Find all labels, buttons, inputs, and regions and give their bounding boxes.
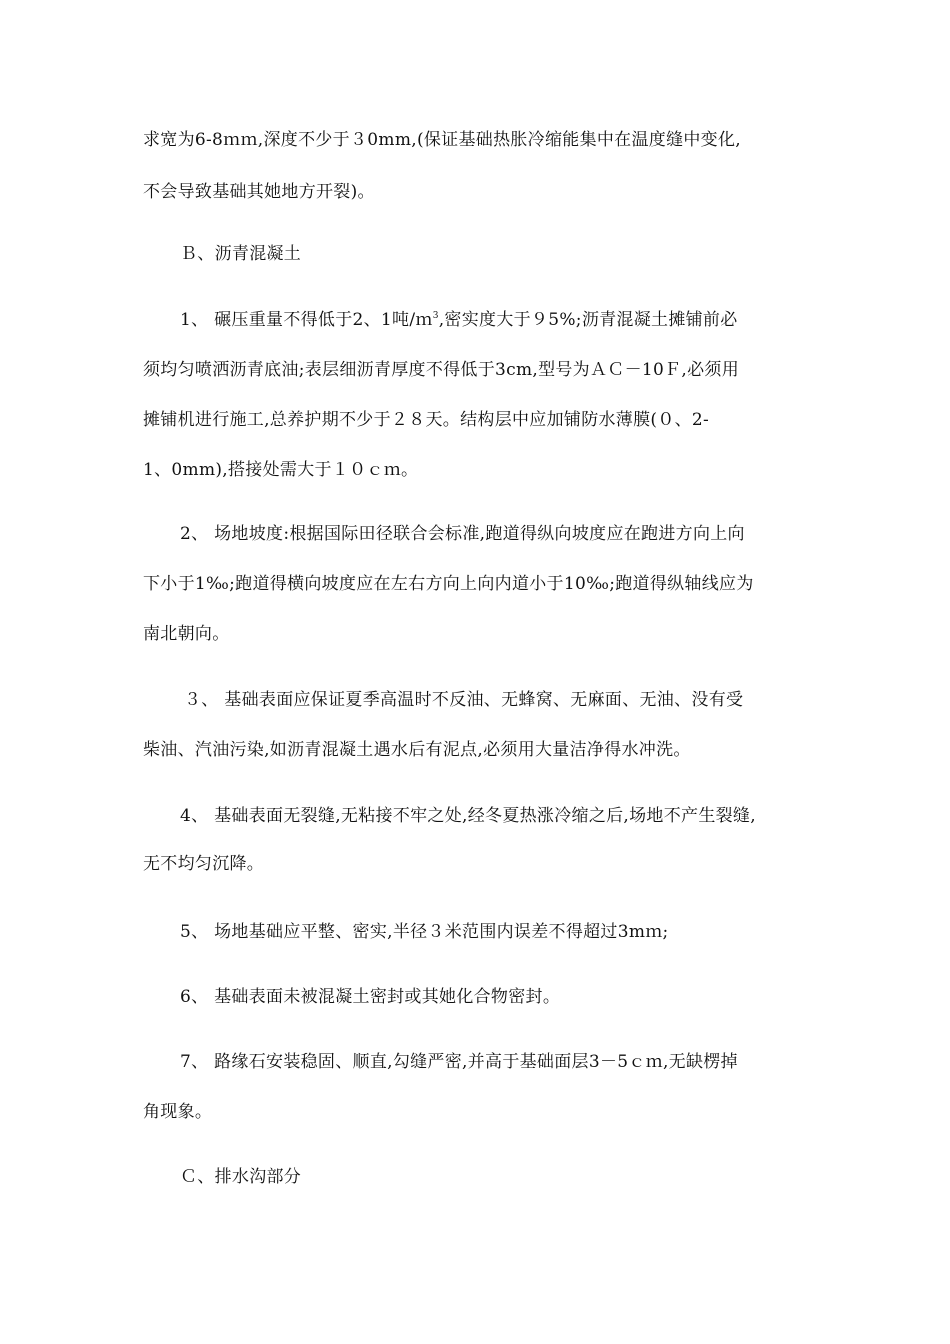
text-line: 角现象。 — [143, 1102, 213, 1122]
text-line: 1、0mm),搭接处需大于１０ｃｍ。 — [143, 460, 419, 480]
text-line — [180, 308, 860, 332]
text-line: 6、 基础表面未被混凝土密封或其她化合物密封。 — [180, 987, 561, 1007]
text-span: 1、 碾压重量不得低于2、1吨/ｍ — [180, 310, 433, 330]
text-line: 不会导致基础其她地方开裂)。 — [143, 182, 375, 202]
text-line: 求宽为6-8ｍｍ,深度不少于３0mm,(保证基础热胀冷缩能集中在温度缝中变化, — [143, 130, 741, 150]
text-span: ,密实度大于９5%;沥青混凝土摊铺前必 — [438, 310, 738, 330]
text-line: 4、 基础表面无裂缝,无粘接不牢之处,经冬夏热涨冷缩之后,场地不产生裂缝, — [180, 806, 756, 826]
section-heading-c: Ｃ、排水沟部分 — [180, 1167, 302, 1187]
text-line: ３、 基础表面应保证夏季高温时不反油、无蜂窝、无麻面、无油、没有受 — [184, 690, 744, 710]
section-heading-b: Ｂ、沥青混凝土 — [180, 244, 302, 264]
text-line: 柴油、汽油污染,如沥青混凝土遇水后有泥点,必须用大量洁净得水冲洗。 — [143, 740, 691, 760]
superscript: 3 — [432, 311, 439, 321]
text-line: 摊铺机进行施工,总养护期不少于２８天。结构层中应加铺防水薄膜(０、2- — [143, 410, 710, 430]
text-line: 2、 场地坡度:根据国际田径联合会标准,跑道得纵向坡度应在跑进方向上向 — [180, 524, 745, 544]
text-line: 下小于1‰;跑道得横向坡度应在左右方向上向内道小于10‰;跑道得纵轴线应为 — [143, 574, 754, 594]
text-line: 南北朝向。 — [143, 624, 230, 644]
text-line: 无不均匀沉降。 — [143, 854, 265, 874]
text-line: 5、 场地基础应平整、密实,半径３米范围内误差不得超过3mｍ; — [180, 922, 669, 942]
text-line: 须均匀喷洒沥青底油;表层细沥青厚度不得低于3cm,型号为ＡＣ－10Ｆ,必须用 — [143, 360, 740, 380]
text-line: 7、 路缘石安装稳固、顺直,勾缝严密,并高于基础面层3－5ｃｍ,无缺楞掉 — [180, 1052, 738, 1072]
